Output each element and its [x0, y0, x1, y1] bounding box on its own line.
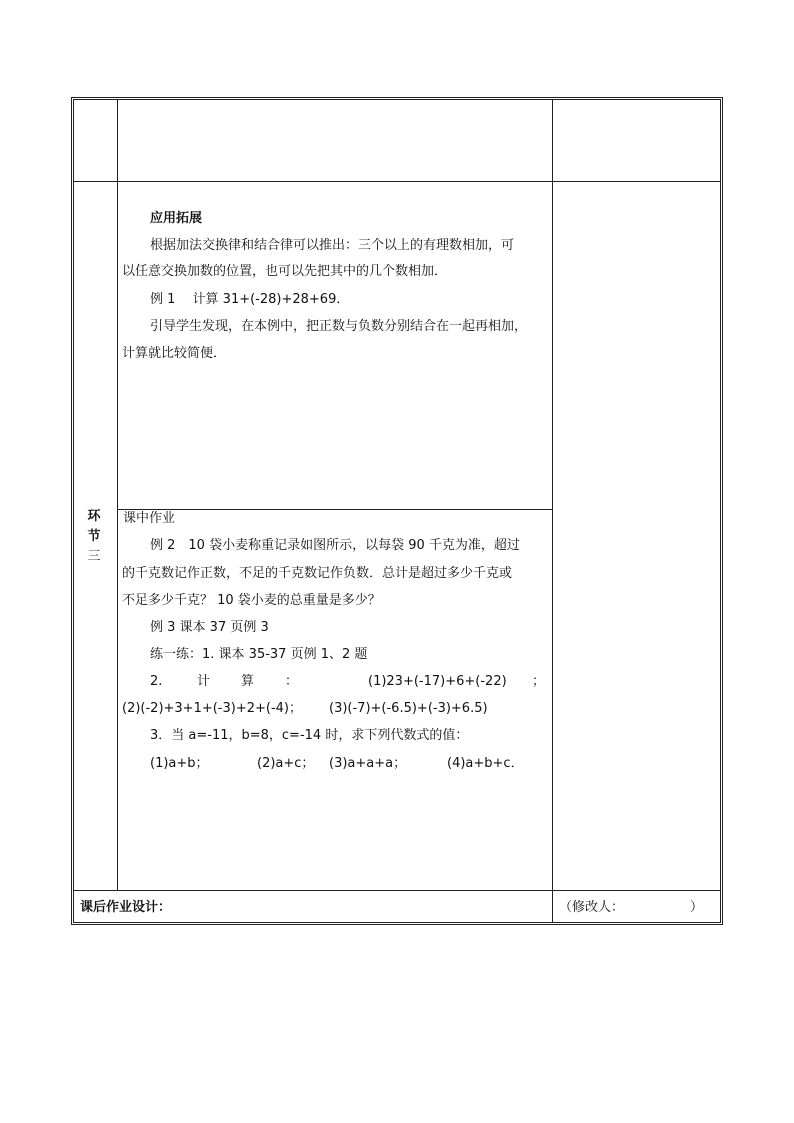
classwork-heading: 课中作业 — [123, 511, 176, 526]
table-divider — [117, 99, 118, 891]
extension-paragraph-line: 根据加法交换律和结合律可以推出：三个以上的有理数相加，可 — [150, 238, 515, 253]
example-2-line: 不足多少千克？ 10 袋小麦的总重量是多少？ — [122, 593, 381, 608]
question-3-item: (4)a+b+c． — [447, 756, 524, 771]
question-2-word: 算 — [241, 674, 255, 689]
table-divider — [117, 509, 552, 510]
question-2-colon: ： — [285, 674, 299, 689]
example-1: 例 1 计算 31+(-28)+28+69． — [150, 292, 350, 307]
example-2-line: 的千克数记作正数，不足的千克数记作负数．总计是超过多少千克或 — [122, 566, 513, 581]
question-2-item: (1)23+(-17)+6+(-22) — [368, 674, 507, 689]
extension-paragraph-line: 引导学生发现，在本例中，把正数与负数分别结合在一起再相加， — [150, 319, 528, 334]
question-2-word: 计 — [197, 674, 211, 689]
question-2-item: (2)(-2)+3+1+(-3)+2+(-4)； — [122, 701, 303, 716]
reviser-close: ） — [690, 900, 704, 915]
section-label-2: 节 — [87, 529, 101, 544]
reviser-label: （修改人： — [559, 900, 625, 915]
table-divider — [74, 181, 720, 182]
table-divider — [74, 890, 720, 891]
question-3-item: (3)a+a+a； — [329, 756, 407, 771]
question-3: 3．当 a=-11，b=8，c=-14 时，求下列代数式的值： — [150, 728, 469, 743]
example-2-line: 例 2 10 袋小麦称重记录如图所示，以每袋 90 千克为准，超过 — [150, 538, 520, 553]
practice-1: 练一练：1. 课本 35-37 页例 1、2 题 — [150, 647, 368, 662]
extension-paragraph-line: 以任意交换加数的位置，也可以先把其中的几个数相加． — [122, 264, 448, 279]
section-label-3: 三 — [87, 549, 101, 564]
question-2-number: 2. — [150, 674, 163, 689]
question-3-item: (1)a+b； — [150, 756, 209, 771]
section-label-1: 环 — [87, 509, 101, 524]
question-2-item: (3)(-7)+(-6.5)+(-3)+6.5) — [329, 701, 488, 716]
extension-heading: 应用拓展 — [150, 211, 203, 226]
homework-design-label: 课后作业设计： — [80, 900, 172, 915]
question-3-item: (2)a+c； — [257, 756, 315, 771]
table-divider — [552, 99, 553, 923]
question-2-semicolon: ； — [532, 674, 546, 689]
example-3: 例 3 课本 37 页例 3 — [150, 620, 269, 635]
extension-paragraph-line: 计算就比较简便． — [122, 346, 227, 361]
